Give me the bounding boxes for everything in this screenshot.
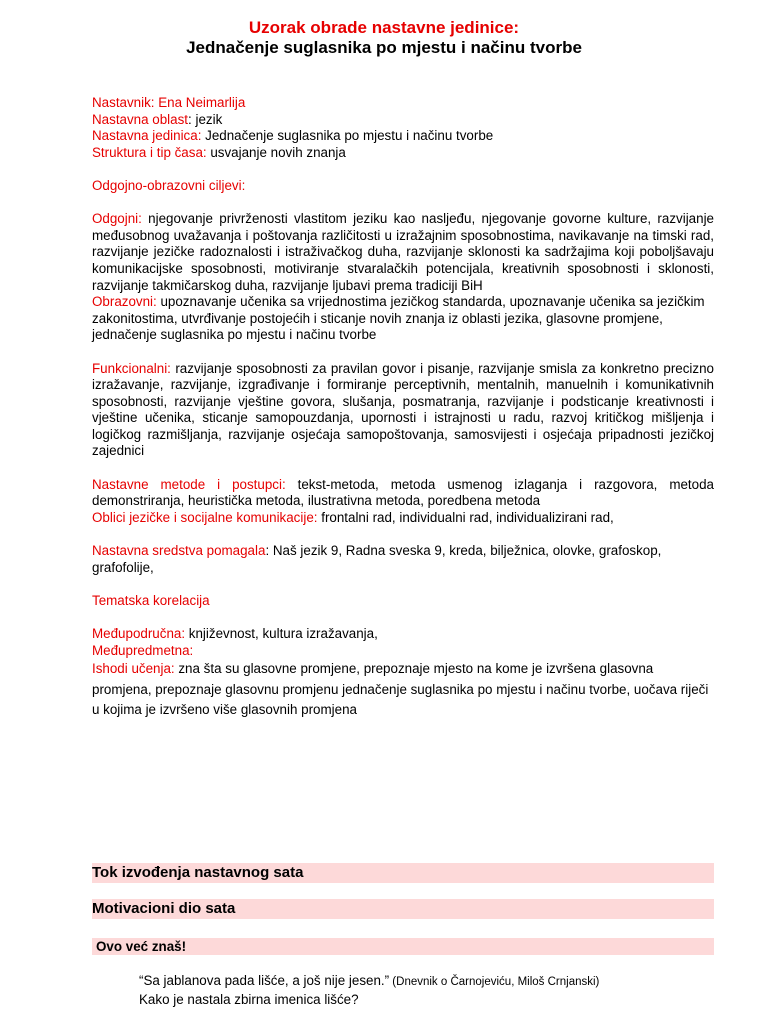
forms-text: frontalni rad, individualni rad, individualizirani rad, — [317, 509, 614, 525]
upbringing-goals — [92, 211, 714, 294]
structure-label: Struktura i tip časa: — [92, 144, 207, 160]
upbringing-text: njegovanje privrženosti vlastitom jeziku kao nasljeđu, njegovanje govorne kulture, razvijanje međusobnog uvažavanja i poštovanja različitosti u izražajnim sposobnostima, navikavanje na timski rad, razvijanje jezičke radoznalosti i istraživačkog duha, razvijanje sklonosti ka sadržajima koji poboljšavaju komunikacijske sposobnosti, motiviranje stvaralačkih potencijala, kreativnih sposobnosti i sklonosti, razvijanje takmičarskog duha, razvijanje ljubavi prema tradiciji BiH — [92, 211, 714, 293]
teacher-line — [92, 95, 714, 112]
unit-line — [92, 128, 714, 145]
educational-goals — [92, 294, 714, 344]
teacher-label: Nastavnik: Ena Neimarlija — [92, 95, 246, 110]
resources-text: : Naš jezik 9, Radna sveska 9, kreda, bilježnica, olovke, grafoskop, grafofolije, — [92, 543, 662, 575]
structure-value: usvajanje novih znanja — [206, 144, 346, 160]
unit-label: Nastavna jedinica: — [92, 128, 202, 144]
inter-subject-label: Međupredmetna: — [92, 642, 194, 658]
educational-label: Obrazovni: — [92, 294, 157, 310]
inter-area-label: Međupodručna: — [92, 626, 186, 641]
quote-source: (Dnevnik o Čarnojeviću, Miloš Crnjanski) — [389, 976, 600, 988]
resources-paragraph — [92, 543, 714, 576]
quote-text: “Sa jablanova pada lišće, a još nije jesen.” — [139, 973, 390, 988]
area-label: Nastavna oblast — [92, 111, 189, 127]
functional-goals — [92, 361, 714, 461]
forms-paragraph — [92, 510, 714, 527]
quote-question: Kako je nastala zbirna imenica lišće? — [139, 992, 359, 1007]
functional-text: razvijanje sposobnosti za pravilan govor i pisanje, razvijanje smisla za konkretno precizno izražavanje, razvijanje, izgrađivanje i formiranje perceptivnih, mentalnih, manuelnih i komunikativnih sposobnosti, razvijanje vještine govora, slušanja, posmatranja, razvijanje i podsticanje kreativnosti i vještine učenika, sticanje samopouzdanja, upornosti i istrajnosti u radu, razvoj kritičkog mišljenja i logičkog razmišljanja, razvijanje osjećaja samopoštovanja, samosvijesti i osjećaja pripadnosti jezičkoj zajednici — [92, 360, 714, 459]
methods-paragraph — [92, 477, 714, 510]
inter-area-line — [92, 626, 714, 643]
structure-line — [92, 145, 714, 162]
area-value: : jezik — [188, 111, 223, 127]
area-line — [92, 112, 714, 129]
resources-label: Nastavna sredstva pomagala — [92, 543, 266, 559]
functional-label: Funkcionalni: — [92, 360, 171, 376]
goals-heading: Odgojno-obrazovni ciljevi: — [92, 177, 246, 193]
document-title — [0, 18, 768, 58]
inter-area-text: književnost, kultura izražavanja, — [185, 626, 378, 641]
lesson-body — [92, 95, 714, 721]
section-flow: Tok izvođenja nastavnog sata — [92, 863, 714, 883]
outcomes-text: zna šta su glasovne promjene, prepoznaje mjesto na kome je izvršena glasovna promjena, prepoznaje glasovnu promjenu jednačenje suglasnika po mjestu i načinu tvorbe, uočava riječi u kojima je izvršeno više glasovnih promjena — [92, 661, 709, 718]
unit-value: Jednačenje suglasnika po mjestu i načinu tvorbe — [201, 128, 494, 144]
quote-line — [139, 972, 599, 991]
section-known: Ovo već znaš! — [92, 938, 714, 955]
outcomes-label: Ishodi učenja: — [92, 661, 175, 677]
inter-subject-line — [92, 643, 714, 660]
forms-label: Oblici jezičke i socijalne komunikacije: — [92, 509, 318, 525]
methods-text: tekst-metoda, metoda usmenog izlaganja i razgovora, metoda demonstriranja, heuristička metoda, ilustrativna metoda, poredbena metoda — [92, 476, 714, 509]
methods-label: Nastavne metode i postupci: — [92, 476, 286, 492]
title-line-1: Uzorak obrade nastavne jedinice: — [248, 18, 520, 37]
educational-text: upoznavanje učenika sa vrijednostima jezičkog standarda, upoznavanje učenika sa jezičkim zakonitostima, utvrđivanje postojećih i sticanje novih znanja iz oblasti jezika, glasovne promjene, jednačenje suglasnika po mjestu i načinu tvorbe — [92, 294, 705, 343]
upbringing-label: Odgojni: — [92, 211, 142, 227]
outcomes-paragraph — [92, 659, 714, 721]
quote-block — [139, 972, 599, 1008]
correlation-heading: Tematska korelacija — [92, 592, 210, 608]
section-motivation: Motivacioni dio sata — [92, 899, 714, 919]
title-line-2: Jednačenje suglasnika po mjestu i načinu tvorbe — [186, 38, 582, 57]
